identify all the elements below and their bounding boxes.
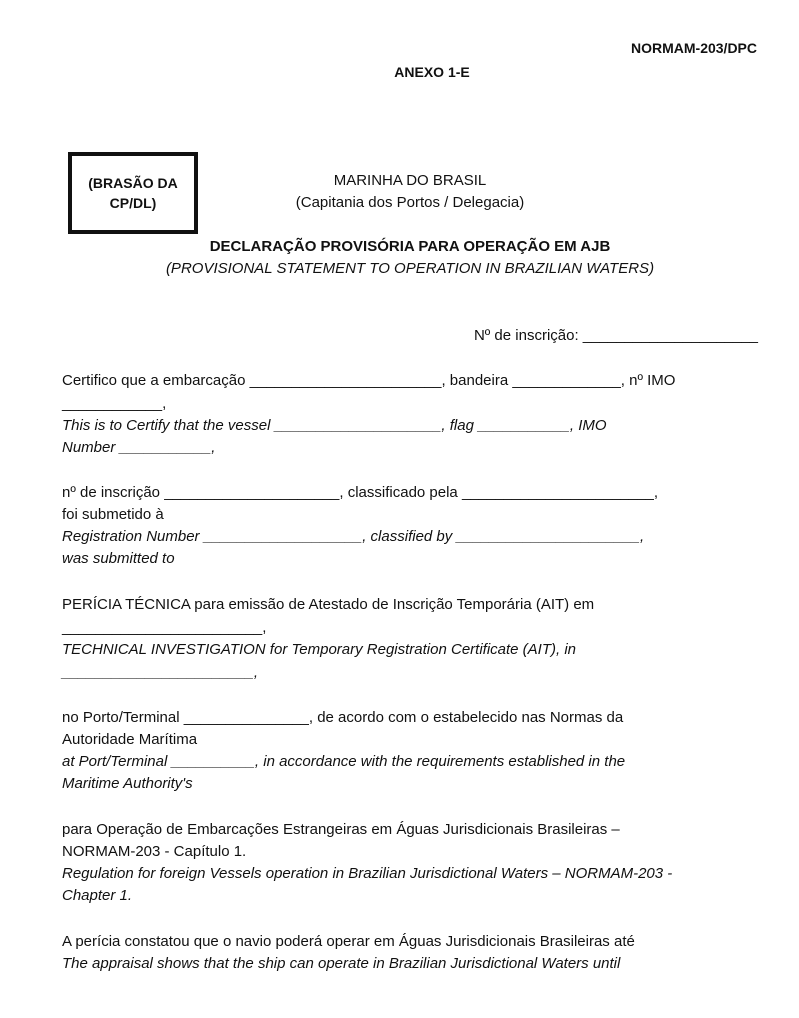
registration-line-en: Registration Number ___________________, classified by ______________________,	[62, 528, 645, 545]
annex-title: ANEXO 1-E	[394, 64, 470, 80]
document-code: NORMAM-203/DPC	[630, 40, 757, 56]
regulation-line-en-cont: Chapter 1.	[62, 887, 133, 904]
vessel-line-pt: Certifico que a embarcação _______________________, bandeira _____________, nº IMO	[62, 372, 676, 389]
vessel-line-pt-cont: ____________,	[62, 395, 167, 412]
appraisal-line-en: The appraisal shows that the ship can operate in Brazilian Jurisdictional Waters until	[62, 955, 621, 972]
document-subtitle: (PROVISIONAL STATEMENT TO OPERATION IN BRAZILIAN WATERS)	[165, 260, 655, 277]
port-line-en: at Port/Terminal __________, in accordance with the requirements established in the	[62, 753, 626, 770]
inspection-line-pt-cont: ________________________,	[62, 619, 267, 636]
crest-line-1: (BRASÃO DA	[88, 175, 178, 191]
registration-line-pt: nº de inscrição _____________________, classificado pela _______________________,	[62, 484, 658, 501]
regulation-line-pt: para Operação de Embarcações Estrangeiras em Águas Jurisdicionais Brasileiras –	[62, 821, 620, 838]
inspection-line-pt: PERÍCIA TÉCNICA para emissão de Atestado de Inscrição Temporária (AIT) em	[62, 596, 595, 613]
registration-number-field: Nº de inscrição: _____________________	[473, 327, 758, 344]
document-title: DECLARAÇÃO PROVISÓRIA PARA OPERAÇÃO EM AJB	[209, 238, 611, 255]
inspection-line-en: TECHNICAL INVESTIGATION for Temporary Registration Certificate (AIT), in	[62, 641, 577, 658]
sub-organization: (Capitania dos Portos / Delegacia)	[295, 194, 525, 211]
regulation-line-en: Regulation for foreign Vessels operation in Brazilian Jurisdictional Waters – NORMAM-203 -	[62, 865, 673, 882]
crest-line-2: CP/DL)	[109, 195, 157, 211]
port-line-en-cont: Maritime Authority's	[62, 775, 193, 792]
inspection-line-en-cont: _______________________,	[62, 664, 259, 681]
registration-line-en-cont: was submitted to	[62, 550, 175, 567]
regulation-line-pt-cont: NORMAM-203 - Capítulo 1.	[62, 843, 247, 860]
organization-name: MARINHA DO BRASIL	[333, 172, 487, 189]
appraisal-line-pt: A perícia constatou que o navio poderá operar em Águas Jurisdicionais Brasileiras até	[62, 933, 635, 950]
port-line-pt: no Porto/Terminal _______________, de acordo com o estabelecido nas Normas da	[62, 709, 624, 726]
vessel-line-en: This is to Certify that the vessel ____________________, flag ___________, IMO	[62, 417, 607, 434]
registration-line-pt-cont: foi submetido à	[62, 506, 164, 523]
vessel-line-en-cont: Number ___________,	[62, 439, 216, 456]
port-line-pt-cont: Autoridade Marítima	[62, 731, 198, 748]
